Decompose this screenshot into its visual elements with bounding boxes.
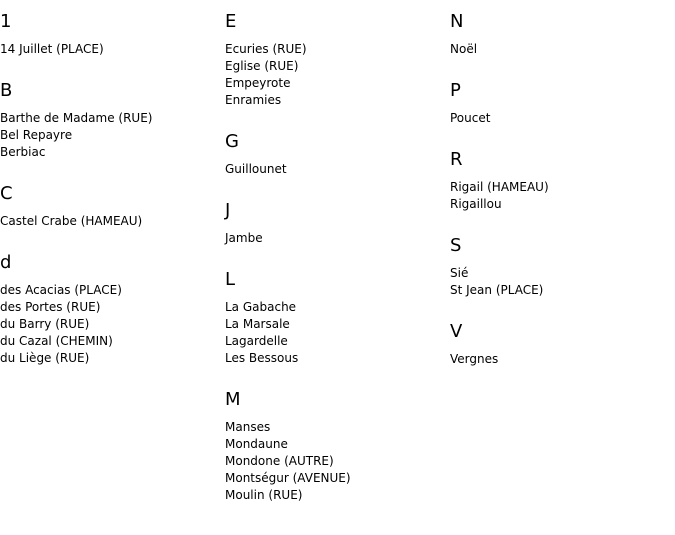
letter-group: [450, 235, 670, 299]
street-list: [450, 351, 670, 368]
street-link[interactable]: des Portes (RUE): [0, 300, 101, 314]
letter-heading: S: [450, 235, 462, 256]
street-link[interactable]: du Cazal (CHEMIN): [0, 334, 113, 348]
street-link[interactable]: Bel Repayre: [0, 128, 73, 142]
street-link[interactable]: Enramies: [225, 93, 282, 107]
street-link[interactable]: La Gabache: [225, 300, 297, 314]
street-list: [225, 419, 445, 504]
street-list: [0, 41, 220, 58]
letter-heading: L: [225, 269, 236, 290]
letter-group: [0, 252, 220, 367]
street-link[interactable]: Empeyrote: [225, 76, 291, 90]
street-list: [450, 41, 670, 58]
letter-group: [450, 321, 670, 368]
letter-heading: E: [225, 11, 237, 32]
street-list: [0, 213, 220, 230]
letter-heading: M: [225, 389, 241, 410]
street-link[interactable]: Poucet: [450, 111, 491, 125]
street-link[interactable]: Vergnes: [450, 352, 499, 366]
letter-heading: N: [450, 11, 464, 32]
street-link[interactable]: Guillounet: [225, 162, 287, 176]
street-link[interactable]: des Acacias (PLACE): [0, 283, 122, 297]
letter-group: [225, 131, 445, 178]
street-link[interactable]: Mondaune: [225, 437, 288, 451]
street-list: [450, 110, 670, 127]
letter-heading: G: [225, 131, 239, 152]
letter-group: [225, 200, 445, 247]
street-link[interactable]: Rigail (HAMEAU): [450, 180, 549, 194]
street-list: [450, 179, 670, 213]
street-link[interactable]: Montségur (AVENUE): [225, 471, 351, 485]
street-link[interactable]: 14 Juillet (PLACE): [0, 42, 104, 56]
street-link[interactable]: Berbiac: [0, 145, 46, 159]
street-link[interactable]: Jambe: [225, 231, 263, 245]
letter-heading: C: [0, 183, 13, 204]
street-list: [0, 110, 220, 161]
street-link[interactable]: Barthe de Madame (RUE): [0, 111, 153, 125]
street-list: [225, 41, 445, 109]
letter-group: [450, 80, 670, 127]
letter-group: [225, 11, 445, 109]
letter-heading: B: [0, 80, 13, 101]
street-link[interactable]: du Liège (RUE): [0, 351, 90, 365]
index-column-2: [225, 0, 445, 504]
street-link[interactable]: La Marsale: [225, 317, 290, 331]
street-link[interactable]: Castel Crabe (HAMEAU): [0, 214, 143, 228]
street-link[interactable]: Mondone (AUTRE): [225, 454, 334, 468]
letter-group: [0, 80, 220, 161]
letter-group: [0, 11, 220, 58]
letter-heading: 1: [0, 11, 12, 32]
street-link[interactable]: Rigaillou: [450, 197, 502, 211]
letter-group: [225, 389, 445, 504]
street-list: [225, 230, 445, 247]
letter-heading: R: [450, 149, 463, 170]
street-link[interactable]: Moulin (RUE): [225, 488, 303, 502]
street-list: [450, 265, 670, 299]
letter-heading: J: [225, 200, 231, 221]
letter-group: [450, 149, 670, 213]
letter-heading: V: [450, 321, 463, 342]
street-link[interactable]: du Barry (RUE): [0, 317, 90, 331]
letter-heading: d: [0, 252, 12, 273]
street-link[interactable]: Lagardelle: [225, 334, 288, 348]
street-list: [0, 282, 220, 367]
index-column-3: [450, 0, 670, 368]
street-list: [225, 161, 445, 178]
street-link[interactable]: Manses: [225, 420, 271, 434]
letter-group: [225, 269, 445, 367]
street-link[interactable]: Noël: [450, 42, 478, 56]
letter-group: [0, 183, 220, 230]
street-link[interactable]: St Jean (PLACE): [450, 283, 544, 297]
letter-heading: P: [450, 80, 461, 101]
street-link[interactable]: Les Bessous: [225, 351, 299, 365]
street-link[interactable]: Ecuries (RUE): [225, 42, 307, 56]
street-link[interactable]: Sié: [450, 266, 469, 280]
index-column-1: [0, 0, 220, 367]
street-link[interactable]: Eglise (RUE): [225, 59, 299, 73]
street-list: [225, 299, 445, 367]
letter-group: [450, 11, 670, 58]
